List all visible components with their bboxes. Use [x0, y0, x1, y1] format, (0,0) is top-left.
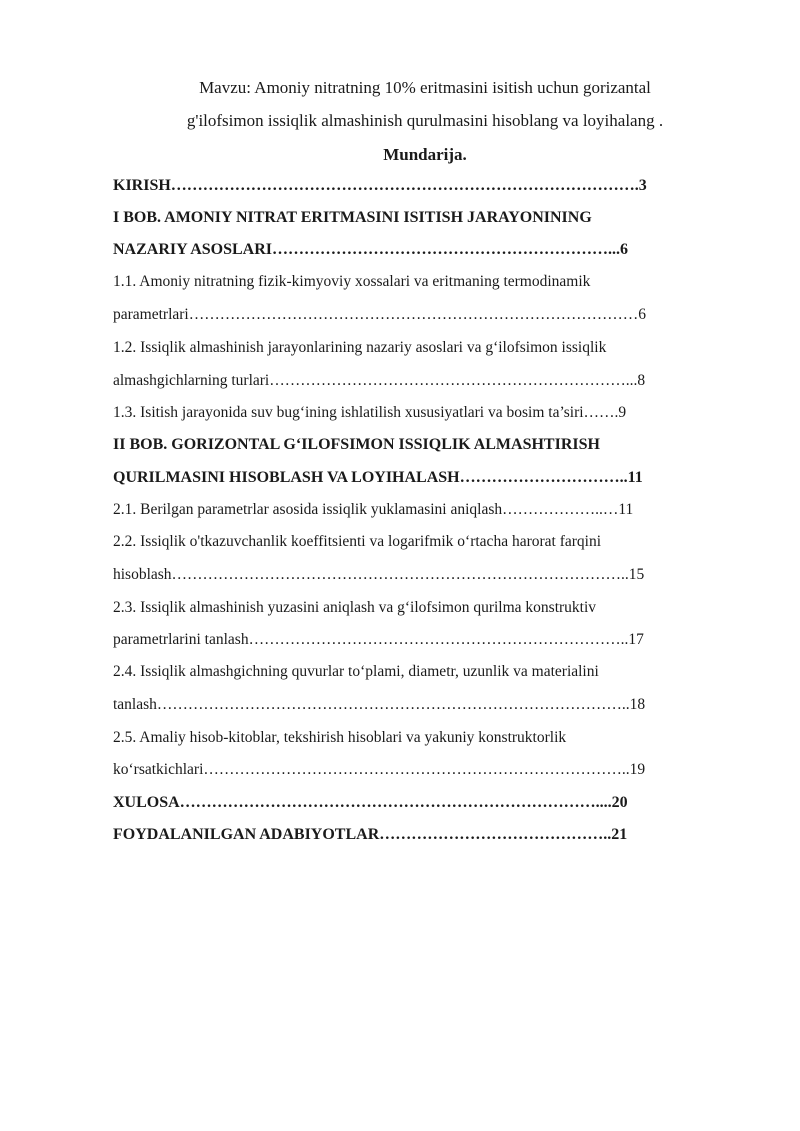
toc-entry-1-1-line1[interactable]: 1.1. Amoniy nitratning fizik-kimyoviy xossalari va eritmaning termodinamik: [113, 273, 591, 290]
toc-entry-1-3[interactable]: 1.3. Isitish jarayonida suv bug‘ining ishlatilish xususiyatlari va bosim ta’siri…….9: [113, 404, 627, 421]
toc-entry-2-1[interactable]: 2.1. Berilgan parametrlar asosida issiqlik yuklamasini aniqlash………………..…11: [113, 501, 634, 518]
toc-entry-bob1-line2[interactable]: NAZARIY ASOSLARI………………………………………………………...6: [113, 241, 628, 258]
toc-entry-bob2-line1[interactable]: II BOB. GORIZONTAL G‘ILOFSIMON ISSIQLIK ALMASHTIRISH: [113, 436, 600, 453]
toc-entry-2-2-line2[interactable]: hisoblash……………………………………………………………………………..15: [113, 566, 645, 583]
toc-entry-1-1-line2[interactable]: parametrlari……………………………………………………………………………6: [113, 306, 646, 323]
toc-entry-bob1-line1[interactable]: I BOB. AMONIY NITRAT ERITMASINI ISITISH JARAYONINING: [113, 209, 592, 226]
toc-entry-kirish[interactable]: KIRISH…………………………………………………………………………….3: [113, 177, 647, 194]
topic-line-1: Mavzu: Amoniy nitratning 10% eritmasini isitish uchun gorizantal: [199, 78, 651, 97]
toc-entry-1-2-line1[interactable]: 1.2. Issiqlik almashinish jarayonlarining nazariy asoslari va g‘ilofsimon issiqlik: [113, 339, 607, 356]
toc-entry-2-5-line1[interactable]: 2.5. Amaliy hisob-kitoblar, tekshirish hisoblari va yakuniy konstruktorlik: [113, 729, 567, 746]
toc-entry-2-4-line1[interactable]: 2.4. Issiqlik almashgichning quvurlar to‘plami, diametr, uzunlik va materialini: [113, 663, 599, 680]
toc-entry-2-5-line2[interactable]: ko‘rsatkichlari………………………………………………………………………..19: [113, 761, 646, 778]
topic-line-2: g'ilofsimon issiqlik almashinish qurulmasini hisoblang va loyihalang .: [186, 111, 664, 130]
toc-entry-adabiyotlar[interactable]: FOYDALANILGAN ADABIYOTLAR……………………………………..21: [113, 826, 628, 843]
toc-entry-2-3-line1[interactable]: 2.3. Issiqlik almashinish yuzasini aniqlash va g‘ilofsimon qurilma konstruktiv: [113, 599, 597, 616]
toc-entry-2-4-line2[interactable]: tanlash………………………………………………………………………………..18: [113, 696, 646, 713]
toc-entry-bob2-line2[interactable]: QURILMASINI HISOBLASH VA LOYIHALASH…………………………..11: [113, 469, 643, 486]
toc-entry-xulosa[interactable]: XULOSA……………………………………………………………………....20: [113, 794, 628, 811]
toc-title: Mundarija.: [383, 145, 467, 164]
toc-entry-2-2-line1[interactable]: 2.2. Issiqlik o'tkazuvchanlik koeffitsienti va logarifmik o‘rtacha harorat farqini: [113, 533, 602, 550]
toc-entry-1-2-line2[interactable]: almashgichlarning turlari……………………………………………………………...8: [113, 372, 646, 389]
toc-entry-2-3-line2[interactable]: parametrlarini tanlash………………………………………………………………..17: [113, 631, 644, 648]
